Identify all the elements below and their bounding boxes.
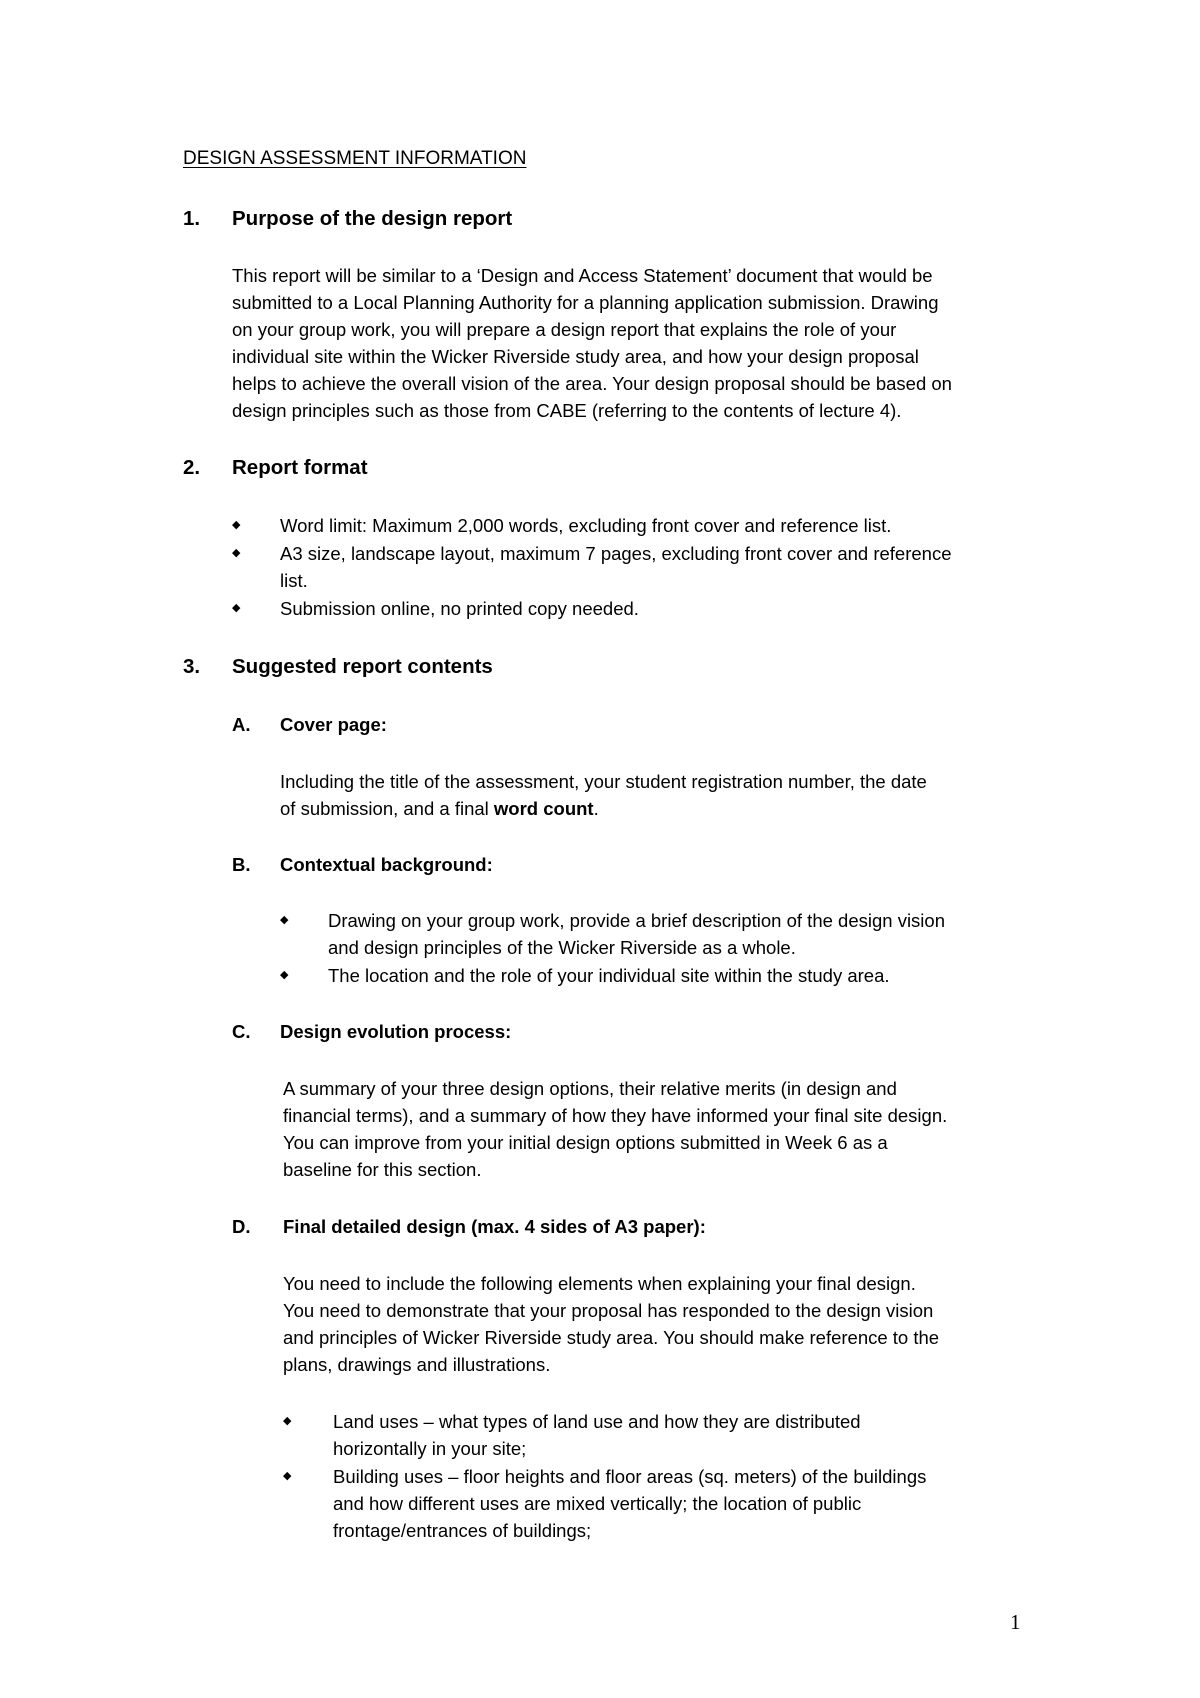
subsection-c-line-1: A summary of your three design options, their relative merits (in design and <box>283 1078 897 1099</box>
section-1-line-4: individual site within the Wicker Riverside study area, and how your design proposal <box>232 346 919 367</box>
section-1-line-2: submitted to a Local Planning Authority for a planning application submission. Drawing <box>232 292 939 313</box>
bullet-icon: ◆ <box>283 1470 292 1482</box>
contextual-item: Drawing on your group work, provide a brief description of the design vision <box>328 910 945 931</box>
section-1-line-5: helps to achieve the overall vision of the area. Your design proposal should be based on <box>232 373 952 394</box>
section-1-number: 1. <box>183 207 201 230</box>
bullet-icon: ◆ <box>232 547 241 559</box>
section-2-number: 2. <box>183 456 201 479</box>
subsection-c-line-3: You can improve from your initial design options submitted in Week 6 as a <box>283 1132 888 1153</box>
subsection-b-title: Contextual background: <box>280 854 493 875</box>
document-title: DESIGN ASSESSMENT INFORMATION <box>183 148 527 169</box>
bullet-icon: ◆ <box>232 519 241 531</box>
section-1-line-3: on your group work, you will prepare a design report that explains the role of your <box>232 319 897 340</box>
bullet-icon: ◆ <box>283 1415 292 1427</box>
page-number: 1 <box>1010 1610 1021 1634</box>
subsection-d-title: Final detailed design (max. 4 sides of A3 paper): <box>283 1216 706 1237</box>
subsection-a-letter: A. <box>232 714 251 735</box>
design-element-item: Building uses – floor heights and floor areas (sq. meters) of the buildings <box>333 1466 927 1487</box>
section-3-number: 3. <box>183 655 201 678</box>
subsection-a-line-1: Including the title of the assessment, your student registration number, the date <box>280 771 927 792</box>
design-element-item-continued: horizontally in your site; <box>333 1438 527 1459</box>
subsection-c-letter: C. <box>232 1021 251 1042</box>
subsection-c-line-2: financial terms), and a summary of how they have informed your final site design. <box>283 1105 948 1126</box>
section-2-heading: Report format <box>232 456 368 479</box>
subsection-c-title: Design evolution process: <box>280 1021 512 1042</box>
design-element-item-continued: and how different uses are mixed vertically; the location of public <box>333 1493 862 1514</box>
subsection-d-line-3: and principles of Wicker Riverside study area. You should make reference to the <box>283 1327 940 1348</box>
contextual-item: The location and the role of your individual site within the study area. <box>328 965 890 986</box>
word-count-emphasis: word count <box>493 798 594 819</box>
subsection-a-line-2-end: . <box>593 798 599 819</box>
subsection-d-letter: D. <box>232 1216 251 1237</box>
bullet-icon: ◆ <box>232 602 241 614</box>
section-3-heading: Suggested report contents <box>232 655 493 678</box>
subsection-a-title: Cover page: <box>280 714 387 735</box>
report-format-item-continued: list. <box>280 570 308 591</box>
subsection-d-line-1: You need to include the following elements when explaining your final design. <box>283 1273 916 1294</box>
subsection-a-line-2-text: of submission, and a final <box>280 798 494 819</box>
subsection-d-line-4: plans, drawings and illustrations. <box>283 1354 551 1375</box>
contextual-item-continued: and design principles of the Wicker Riverside as a whole. <box>328 937 796 958</box>
design-element-item: Land uses – what types of land use and how they are distributed <box>333 1411 861 1432</box>
report-format-item: Word limit: Maximum 2,000 words, excluding front cover and reference list. <box>280 515 892 536</box>
report-format-item: A3 size, landscape layout, maximum 7 pages, excluding front cover and reference <box>280 543 952 564</box>
subsection-b-letter: B. <box>232 854 251 875</box>
section-1-heading: Purpose of the design report <box>232 207 513 230</box>
design-element-item-continued: frontage/entrances of buildings; <box>333 1520 592 1541</box>
subsection-a-line-2 <box>280 795 599 822</box>
section-1-line-6: design principles such as those from CABE (referring to the contents of lecture 4). <box>232 400 902 421</box>
bullet-icon: ◆ <box>280 914 289 926</box>
report-format-item: Submission online, no printed copy needed. <box>280 598 639 619</box>
bullet-icon: ◆ <box>280 969 289 981</box>
section-1-line-1: This report will be similar to a ‘Design and Access Statement’ document that would be <box>232 265 933 286</box>
subsection-d-line-2: You need to demonstrate that your proposal has responded to the design vision <box>283 1300 934 1321</box>
subsection-c-line-4: baseline for this section. <box>283 1159 482 1180</box>
